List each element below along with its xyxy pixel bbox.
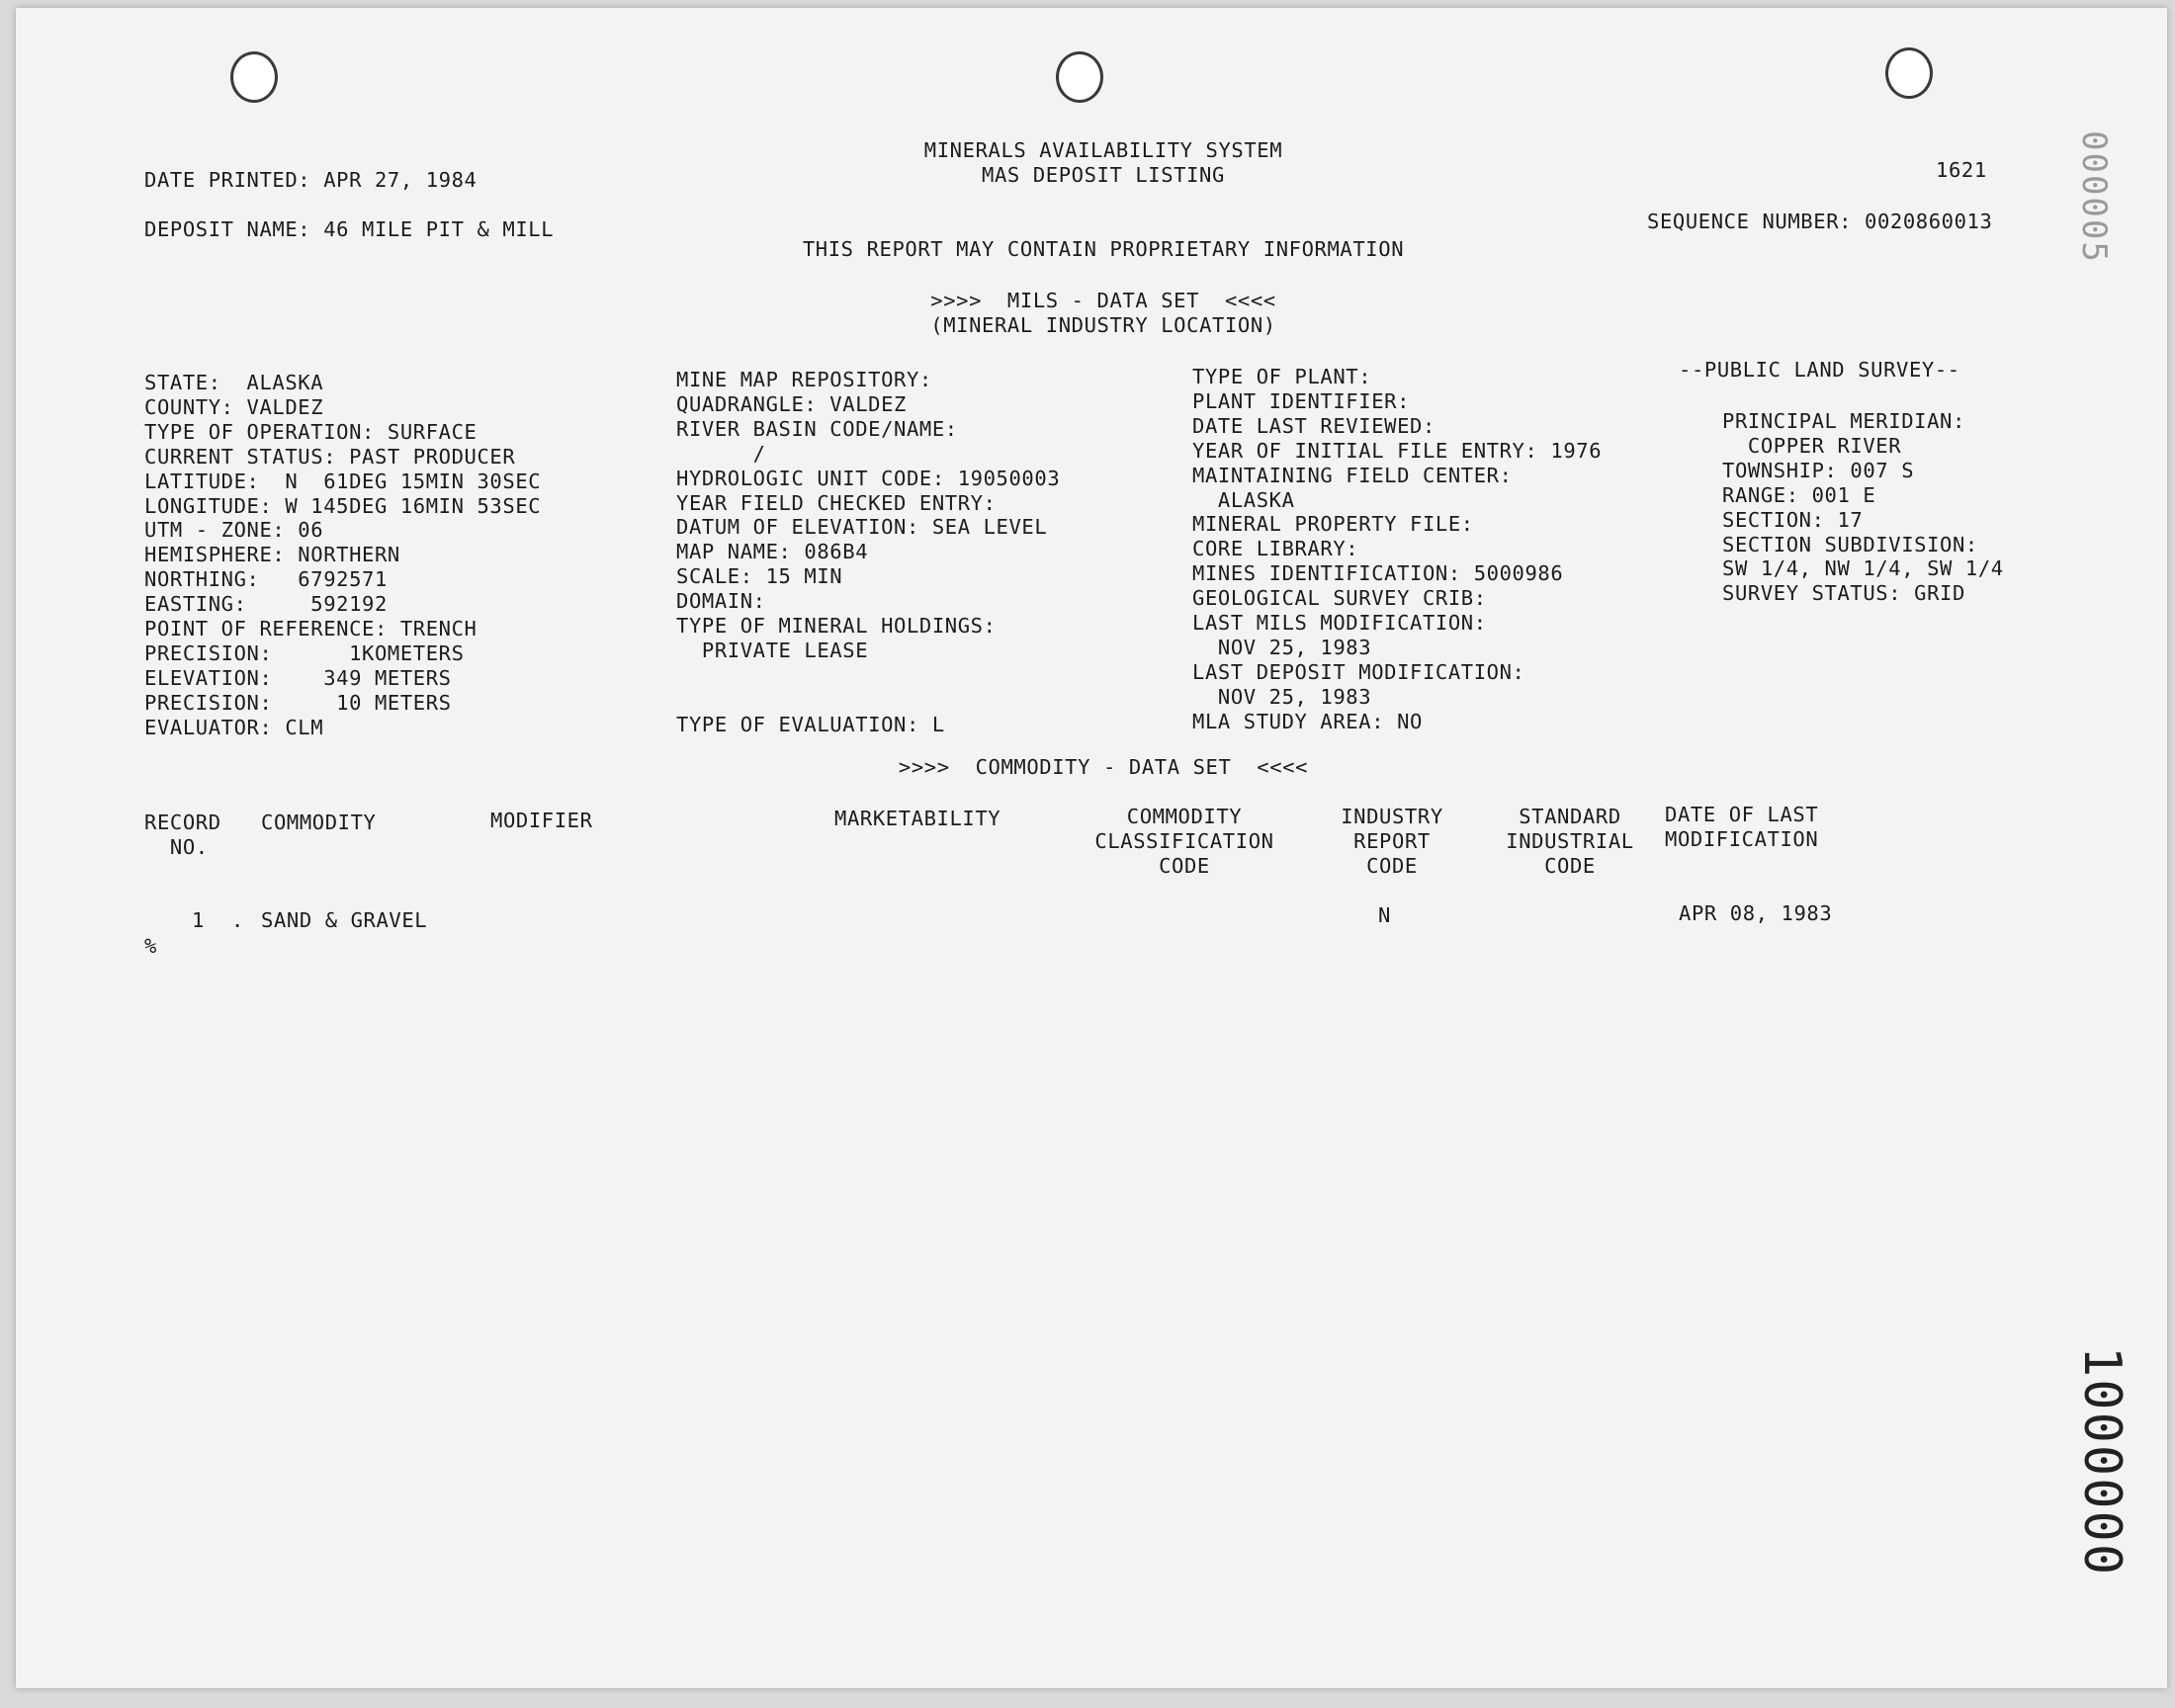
location-field-line: HEMISPHERE: NORTHERN bbox=[144, 543, 400, 567]
industry-report-code-value: N bbox=[1378, 903, 1391, 927]
land-survey-field-line: PRINCIPAL MERIDIAN: bbox=[1722, 409, 1965, 433]
column-header-commodity: COMMODITY bbox=[261, 811, 377, 834]
administration-field-line: LAST MILS MODIFICATION: bbox=[1192, 611, 1487, 635]
column-header-date-last-modification: DATE OF LAST MODIFICATION bbox=[1665, 803, 1819, 851]
geography-field-line: / bbox=[676, 441, 766, 466]
land-survey-field-line: SECTION: 17 bbox=[1722, 507, 1864, 532]
administration-field-line: MLA STUDY AREA: NO bbox=[1192, 709, 1423, 733]
location-field-line: ELEVATION: 349 METERS bbox=[144, 665, 452, 690]
column-header-marketability: MARKETABILITY bbox=[834, 807, 1001, 830]
administration-field-line: ALASKA bbox=[1192, 487, 1295, 512]
listing-title: MAS DEPOSIT LISTING bbox=[982, 163, 1225, 187]
mils-subheading: (MINERAL INDUSTRY LOCATION) bbox=[930, 313, 1276, 337]
land-survey-field-line: RANGE: 001 E bbox=[1722, 482, 1876, 507]
administration-field-line: YEAR OF INITIAL FILE ENTRY: 1976 bbox=[1192, 438, 1603, 463]
location-field-line: EASTING: 592192 bbox=[144, 592, 388, 617]
location-field-line: NORTHING: 6792571 bbox=[144, 567, 388, 592]
deposit-name: DEPOSIT NAME: 46 MILE PIT & MILL bbox=[144, 217, 555, 241]
administration-field-line: DATE LAST REVIEWED: bbox=[1192, 413, 1436, 438]
administration-field-line: MINERAL PROPERTY FILE: bbox=[1192, 512, 1474, 537]
location-field-line: PRECISION: 10 METERS bbox=[144, 690, 452, 715]
geography-field-line: DOMAIN: bbox=[676, 589, 766, 614]
location-field-line: POINT OF REFERENCE: TRENCH bbox=[144, 617, 478, 640]
footer-mark: % bbox=[144, 934, 157, 958]
system-title: MINERALS AVAILABILITY SYSTEM bbox=[923, 138, 1283, 162]
location-field-line: CURRENT STATUS: PAST PRODUCER bbox=[144, 444, 516, 469]
land-survey-field-line: COPPER RIVER bbox=[1722, 433, 1902, 458]
record-number: 1 bbox=[192, 908, 205, 932]
land-survey-field-line: TOWNSHIP: 007 S bbox=[1722, 458, 1915, 482]
column-header-modifier: MODIFIER bbox=[490, 809, 593, 832]
geography-field-line: RIVER BASIN CODE/NAME: bbox=[676, 416, 958, 441]
geography-field-line: SCALE: 15 MIN bbox=[676, 564, 843, 589]
column-header-classification-code: COMMODITY CLASSIFICATION CODE bbox=[1094, 805, 1274, 878]
administration-field-line: PLANT IDENTIFIER: bbox=[1192, 388, 1411, 413]
geography-field-line: MINE MAP REPOSITORY: bbox=[676, 368, 932, 391]
geography-field-line: TYPE OF MINERAL HOLDINGS: bbox=[676, 614, 997, 638]
land-survey-field-line: SW 1/4, NW 1/4, SW 1/4 bbox=[1722, 556, 2004, 581]
administration-field-line: NOV 25, 1983 bbox=[1192, 684, 1372, 709]
administration-field-line: NOV 25, 1983 bbox=[1192, 635, 1372, 659]
column-header-standard-industrial-code: STANDARD INDUSTRIAL CODE bbox=[1506, 805, 1634, 878]
bottom-margin-stamp: 1000000 bbox=[2072, 1346, 2132, 1578]
document-page bbox=[16, 8, 2167, 1688]
geography-field-line: YEAR FIELD CHECKED ENTRY: bbox=[676, 490, 997, 515]
administration-field-line: MAINTAINING FIELD CENTER: bbox=[1192, 463, 1513, 487]
binder-hole-right bbox=[1885, 47, 1933, 99]
column-header-industry-report-code: INDUSTRY REPORT CODE bbox=[1341, 805, 1443, 878]
location-field-line: TYPE OF OPERATION: SURFACE bbox=[144, 419, 478, 444]
location-field-line: COUNTY: VALDEZ bbox=[144, 394, 324, 419]
location-field-line: EVALUATOR: CLM bbox=[144, 715, 324, 739]
top-margin-stamp: 000005 bbox=[2074, 130, 2114, 264]
administration-field-line: CORE LIBRARY: bbox=[1192, 537, 1359, 561]
proprietary-notice: THIS REPORT MAY CONTAIN PROPRIETARY INFORMATION bbox=[802, 237, 1405, 261]
commodity-name: SAND & GRAVEL bbox=[261, 908, 428, 932]
record-separator: . bbox=[231, 908, 244, 932]
administration-field-line: LAST DEPOSIT MODIFICATION: bbox=[1192, 659, 1525, 684]
geography-field-line: MAP NAME: 086B4 bbox=[676, 540, 869, 564]
administration-field-line: MINES IDENTIFICATION: 5000986 bbox=[1192, 561, 1564, 586]
geography-field-line: TYPE OF EVALUATION: L bbox=[676, 712, 945, 736]
land-survey-field-line: SECTION SUBDIVISION: bbox=[1722, 532, 1978, 556]
location-field-line: STATE: ALASKA bbox=[144, 371, 324, 394]
date-last-modification-value: APR 08, 1983 bbox=[1679, 901, 1833, 925]
administration-field-line: TYPE OF PLANT: bbox=[1192, 365, 1372, 388]
location-field-line: UTM - ZONE: 06 bbox=[144, 518, 324, 543]
binder-hole-center bbox=[1056, 51, 1103, 103]
geography-field-line: DATUM OF ELEVATION: SEA LEVEL bbox=[676, 515, 1048, 540]
geography-field-line: PRIVATE LEASE bbox=[676, 638, 869, 662]
administration-field-line: GEOLOGICAL SURVEY CRIB: bbox=[1192, 586, 1487, 611]
column-header-record-no: RECORD NO. bbox=[144, 811, 221, 859]
mils-heading: >>>> MILS - DATA SET <<<< bbox=[930, 289, 1276, 312]
date-printed: DATE PRINTED: APR 27, 1984 bbox=[144, 168, 478, 192]
location-field-line: PRECISION: 1KOMETERS bbox=[144, 640, 465, 665]
land-survey-field-line: SURVEY STATUS: GRID bbox=[1722, 581, 1965, 606]
commodity-heading: >>>> COMMODITY - DATA SET <<<< bbox=[898, 755, 1309, 779]
location-field-line: LONGITUDE: W 145DEG 16MIN 53SEC bbox=[144, 493, 542, 518]
binder-hole-left bbox=[230, 51, 278, 103]
geography-field-line: QUADRANGLE: VALDEZ bbox=[676, 391, 907, 416]
sequence-number: SEQUENCE NUMBER: 0020860013 bbox=[1647, 210, 1993, 233]
public-land-survey-heading: --PUBLIC LAND SURVEY-- bbox=[1679, 358, 1960, 382]
geography-field-line: HYDROLOGIC UNIT CODE: 19050003 bbox=[676, 466, 1061, 490]
location-field-line: LATITUDE: N 61DEG 15MIN 30SEC bbox=[144, 469, 542, 493]
page-number: 1621 bbox=[1936, 158, 1987, 182]
